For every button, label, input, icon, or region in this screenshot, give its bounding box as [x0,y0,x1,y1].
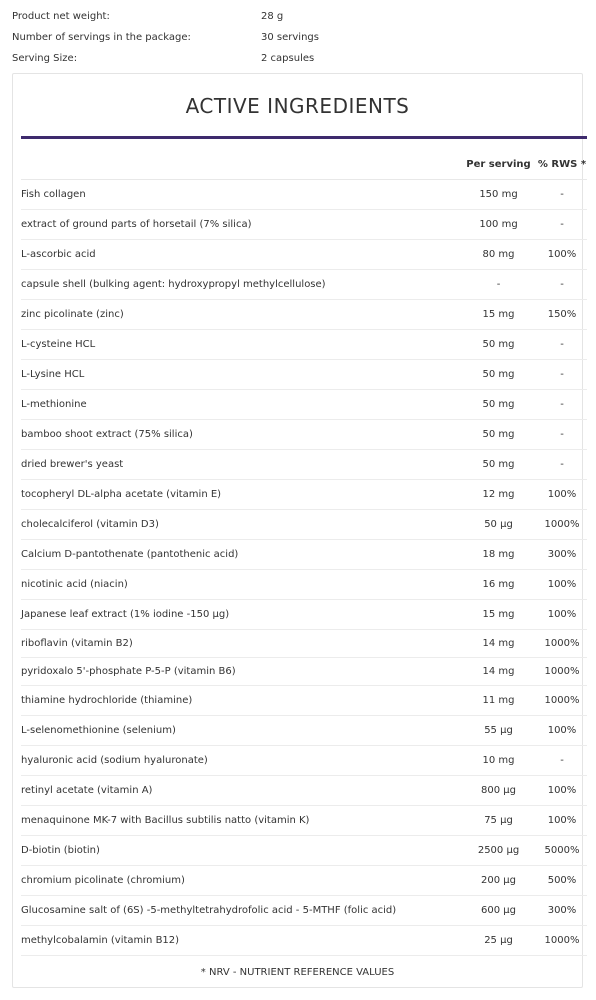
table-row [21,600,587,630]
ingredient-name: D-biotin (biotin) [21,845,100,856]
rws-value: 300% [547,905,577,916]
rws-value: - [560,399,564,410]
rws-value: - [560,339,564,350]
ingredient-name: dried brewer's yeast [21,459,124,470]
per-serving-value: 11 mg [482,695,515,706]
nrv-footnote: * NRV - NUTRIENT REFERENCE VALUES [200,967,395,978]
spec-row-net-weight [0,6,596,27]
rws-value: 100% [547,489,577,500]
spec-value: 30 servings [261,32,319,43]
rws-value: 100% [547,815,577,826]
table-header [21,149,587,180]
table-row [21,776,587,806]
table-row [21,866,587,896]
rws-value: 5000% [544,845,580,856]
ingredient-name: tocopheryl DL-alpha acetate (vitamin E) [21,489,222,500]
rws-value: 1000% [544,519,580,530]
per-serving-value: 50 mg [482,369,515,380]
table-row [21,896,587,926]
table-row [21,746,587,776]
table-row [21,300,587,330]
per-serving-value: 50 mg [482,399,515,410]
rws-value: 150% [547,309,577,320]
table-row [21,716,587,746]
table-row [21,180,587,210]
table-row [21,360,587,390]
rws-value: 100% [547,609,577,620]
ingredient-name: menaquinone MK-7 with Bacillus subtilis natto (vitamin K) [21,815,310,826]
ingredient-name: L-cysteine HCL [21,339,96,350]
per-serving-value: 12 mg [482,489,515,500]
per-serving-value: 75 µg [484,815,513,826]
table-row [21,510,587,540]
table-row [21,630,587,658]
per-serving-value: 600 µg [481,905,516,916]
table-row [21,240,587,270]
table-row [21,926,587,956]
table-row [21,420,587,450]
spec-value: 2 capsules [261,53,315,64]
ingredient-name: L-selenomethionine (selenium) [21,725,176,736]
ingredient-name: capsule shell (bulking agent: hydroxypropyl methylcellulose) [21,279,326,290]
table-row [21,570,587,600]
table-row [21,806,587,836]
rws-value: 300% [547,549,577,560]
ingredient-name: Glucosamine salt of (6S) -5-methyltetrahydrofolic acid - 5-MTHF (folic acid) [21,905,397,916]
rws-value: - [560,369,564,380]
per-serving-value: 50 mg [482,429,515,440]
ingredient-name: Calcium D-pantothenate (pantothenic acid) [21,549,239,560]
rws-value: - [560,189,564,200]
table-row [21,210,587,240]
spec-label: Serving Size: [12,53,78,64]
ingredient-name: pyridoxalo 5'-phosphate P-5-P (vitamin B6) [21,666,236,677]
ingredient-name: hyaluronic acid (sodium hyaluronate) [21,755,208,766]
table-row [21,686,587,716]
per-serving-value: 25 µg [484,935,513,946]
rws-value: 1000% [544,638,580,649]
rws-value: - [560,429,564,440]
ingredient-name: Japanese leaf extract (1% iodine -150 µg) [21,609,230,620]
table-row [21,390,587,420]
spec-row-serving-size [0,48,596,69]
ingredient-name: extract of ground parts of horsetail (7% silica) [21,219,252,230]
title-divider [21,136,587,139]
ingredient-name: L-methionine [21,399,87,410]
rws-value: - [560,219,564,230]
per-serving-value: 18 mg [482,549,515,560]
per-serving-value: 10 mg [482,755,515,766]
table-row [21,540,587,570]
per-serving-value: 200 µg [481,875,516,886]
table-row [21,836,587,866]
per-serving-value: 15 mg [482,309,515,320]
rws-value: 1000% [544,666,580,677]
rws-value: - [560,459,564,470]
rws-value: 500% [547,875,577,886]
per-serving-value: 800 µg [481,785,516,796]
rws-value: 100% [547,785,577,796]
ingredient-name: thiamine hydrochloride (thiamine) [21,695,193,706]
per-serving-value: 50 mg [482,339,515,350]
ingredient-name: Fish collagen [21,189,86,200]
table-row [21,330,587,360]
per-serving-value: 50 mg [482,459,515,470]
spec-value: 28 g [261,11,284,22]
table-row [21,270,587,300]
header-rws: % RWS * [537,159,587,170]
per-serving-value: 14 mg [482,666,515,677]
table-row [21,658,587,686]
product-specs [0,6,596,69]
rws-value: - [560,279,564,290]
ingredient-name: methylcobalamin (vitamin B12) [21,935,180,946]
per-serving-value: - [496,279,501,290]
panel-title: ACTIVE INGREDIENTS [185,94,410,118]
rws-value: - [560,755,564,766]
rws-value: 100% [547,725,577,736]
table-row [21,450,587,480]
ingredient-name: cholecalciferol (vitamin D3) [21,519,159,530]
per-serving-value: 14 mg [482,638,515,649]
per-serving-value: 50 µg [484,519,513,530]
ingredient-name: riboflavin (vitamin B2) [21,638,133,649]
header-per-serving: Per serving [466,159,531,170]
ingredients-table [21,149,587,956]
rws-value: 100% [547,249,577,260]
per-serving-value: 150 mg [479,189,518,200]
ingredient-name: zinc picolinate (zinc) [21,309,124,320]
spec-row-servings [0,27,596,48]
ingredient-name: nicotinic acid (niacin) [21,579,128,590]
ingredient-name: bamboo shoot extract (75% silica) [21,429,193,440]
rws-value: 1000% [544,695,580,706]
per-serving-value: 15 mg [482,609,515,620]
rws-value: 1000% [544,935,580,946]
ingredient-name: L-Lysine HCL [21,369,85,380]
spec-label: Number of servings in the package: [12,32,191,43]
ingredient-name: retinyl acetate (vitamin A) [21,785,153,796]
per-serving-value: 2500 µg [477,845,520,856]
ingredient-name: chromium picolinate (chromium) [21,875,185,886]
rws-value: 100% [547,579,577,590]
table-body [21,180,587,956]
ingredient-name: L-ascorbic acid [21,249,96,260]
spec-label: Product net weight: [12,11,110,22]
active-ingredients-panel [12,73,587,988]
per-serving-value: 80 mg [482,249,515,260]
per-serving-value: 100 mg [479,219,518,230]
table-row [21,480,587,510]
per-serving-value: 55 µg [484,725,513,736]
per-serving-value: 16 mg [482,579,515,590]
